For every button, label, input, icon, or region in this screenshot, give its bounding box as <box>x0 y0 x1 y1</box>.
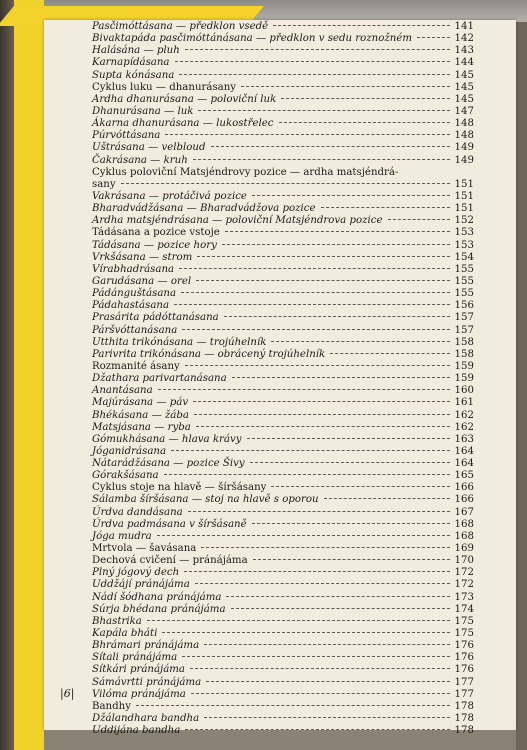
toc-entry <box>92 373 474 385</box>
toc-entry-page-number: 176 <box>454 664 474 676</box>
toc-entry <box>92 45 474 57</box>
toc-entry <box>92 142 474 154</box>
dot-leader <box>224 316 450 317</box>
dot-leader <box>252 523 450 524</box>
toc-entry-page-number: 166 <box>454 494 474 506</box>
toc-entry <box>92 664 474 676</box>
toc-entry <box>92 130 474 142</box>
dot-leader <box>231 608 450 609</box>
toc-entry-title: Vrkšásana — strom <box>92 251 193 263</box>
toc-entry-page-number: 177 <box>454 688 474 700</box>
toc-entry-title: Vírabhadrásana <box>92 263 175 275</box>
dot-leader <box>197 256 450 257</box>
toc-entry-page-number: 151 <box>454 178 474 190</box>
toc-entry <box>92 519 474 531</box>
toc-entry <box>92 179 474 191</box>
toc-entry <box>92 725 474 737</box>
dot-leader <box>204 717 450 718</box>
dot-leader <box>417 37 450 38</box>
toc-entry-page-number: 147 <box>454 105 474 117</box>
toc-entry-page-number: 172 <box>454 579 474 591</box>
toc-entry-page-number: 149 <box>454 142 474 154</box>
toc-entry-title: Bhastrika <box>92 615 142 627</box>
toc-entry-title: Jóga mudra <box>92 530 152 542</box>
toc-entry-page-number: 144 <box>454 57 474 69</box>
dot-leader <box>164 474 450 475</box>
toc-entry-title: Džathara parivartanásana <box>92 373 227 385</box>
toc-entry-page-number: 158 <box>454 348 474 360</box>
dot-leader <box>196 280 450 281</box>
toc-entry-page-number: 151 <box>454 190 474 202</box>
toc-entry-title: Džálandhara bandha <box>92 713 200 725</box>
toc-entry <box>92 82 474 94</box>
dot-leader <box>201 547 450 548</box>
dot-leader <box>193 159 450 160</box>
toc-entry-title: Vilóma pránájáma <box>92 688 186 700</box>
toc-entry-page-number: 149 <box>454 154 474 166</box>
toc-entry <box>92 482 474 494</box>
toc-entry <box>92 167 474 179</box>
toc-entry <box>92 579 474 591</box>
dot-leader <box>184 571 450 572</box>
toc-entry-page-number: 169 <box>454 543 474 555</box>
toc-entry-page-number: 165 <box>454 470 474 482</box>
toc-entry <box>92 555 474 567</box>
toc-entry-title: Matsjásana — ryba <box>92 421 191 433</box>
toc-entry <box>92 300 474 312</box>
toc-entry-title: Uštrásana — velbloud <box>92 142 206 154</box>
toc-entry <box>92 240 474 252</box>
dot-leader <box>241 86 450 87</box>
toc-entry-title: Bivaktapáda pasčimóttánásana — předklon v sedu roznožném <box>92 33 412 45</box>
toc-entry-page-number: 148 <box>454 130 474 142</box>
toc-entry-title: Anantásana <box>92 385 153 397</box>
dot-leader <box>157 535 450 536</box>
dot-leader <box>185 729 450 730</box>
toc-entry <box>92 215 474 227</box>
toc-entry-page-number: 176 <box>454 640 474 652</box>
toc-entry-title: Garudásana — orel <box>92 275 192 287</box>
dot-leader <box>232 377 450 378</box>
toc-entry <box>92 252 474 264</box>
toc-entry-page-number: 159 <box>454 360 474 372</box>
toc-entry-title: Úrdva dandásana <box>92 506 183 518</box>
dot-leader <box>271 341 450 342</box>
toc-entry <box>92 325 474 337</box>
toc-entry <box>92 713 474 725</box>
toc-entry-title: Pasčimóttásana — předklon vsedě <box>92 21 269 32</box>
toc-entry <box>92 531 474 543</box>
dot-leader <box>330 353 450 354</box>
dot-leader <box>281 98 450 99</box>
toc-entry <box>92 470 474 482</box>
dot-leader <box>185 365 450 366</box>
dot-leader <box>225 231 450 232</box>
toc-entry-page-number: 175 <box>454 628 474 640</box>
dot-leader <box>185 49 450 50</box>
toc-entry-title: Prasárita pádóttanásana <box>92 312 219 324</box>
toc-entry-title: Pádahastásana <box>92 300 170 312</box>
dot-leader <box>179 74 450 75</box>
toc-entry-title: Uddžájí pránájáma <box>92 579 190 591</box>
toc-entry <box>92 604 474 616</box>
toc-entry <box>92 434 474 446</box>
toc-entry-page-number: 157 <box>454 312 474 324</box>
toc-entry-page-number: 166 <box>454 482 474 494</box>
toc-entry <box>92 276 474 288</box>
toc-entry-title: Utthita trikónásana — trojúhelník <box>92 336 267 348</box>
dot-leader <box>121 183 450 184</box>
toc-entry <box>92 652 474 664</box>
toc-entry <box>92 543 474 555</box>
dot-leader <box>204 644 450 645</box>
toc-entry-title: Úrdva padmásana v šíršásaně <box>92 518 247 530</box>
dot-leader <box>193 401 450 402</box>
toc-entry <box>92 191 474 203</box>
toc-entry <box>92 94 474 106</box>
dot-leader <box>147 620 450 621</box>
toc-entry-title: Cyklus stoje na hlavě — šíršásany <box>92 482 267 494</box>
toc-entry-title: Bharadvádžásana — Bharadvádžova pozice <box>92 203 316 215</box>
toc-entry-page-number: 155 <box>454 288 474 300</box>
toc-entry-page-number: 175 <box>454 615 474 627</box>
toc-entry <box>92 689 474 701</box>
toc-entry-page-number: 156 <box>454 300 474 312</box>
dot-leader <box>324 498 450 499</box>
dot-leader <box>162 632 450 633</box>
toc-entry-title: Sámávrtti pránájáma <box>92 676 202 688</box>
toc-entry <box>92 592 474 604</box>
dot-leader <box>158 389 450 390</box>
toc-entry <box>92 288 474 300</box>
toc-entry-title: Cyklus poloviční Matsjéndrovy pozice — ardha matsjéndrá- <box>92 166 399 178</box>
toc-entry <box>92 446 474 458</box>
dot-leader <box>321 207 451 208</box>
toc-entry-page-number: 167 <box>454 506 474 518</box>
toc-entry-page-number: 155 <box>454 263 474 275</box>
toc-entry-page-number: 154 <box>454 251 474 263</box>
toc-entry-page-number: 178 <box>454 700 474 712</box>
toc-entry-page-number: 168 <box>454 518 474 530</box>
toc-entry-title: Čakrásana — kruh <box>92 154 188 166</box>
toc-entry-title: sany <box>92 178 116 190</box>
toc-entry-page-number: 141 <box>454 21 474 32</box>
toc-entry-title: Sítkári pránájáma <box>92 664 186 676</box>
toc-entry <box>92 567 474 579</box>
toc-entry <box>92 70 474 82</box>
toc-entry-page-number: 178 <box>454 725 474 737</box>
dot-leader <box>250 462 450 463</box>
toc-entry-page-number: 163 <box>454 433 474 445</box>
toc-entry-title: Bhékásana — žába <box>92 409 189 421</box>
toc-entry-page-number: 145 <box>454 69 474 81</box>
toc-entry <box>92 21 474 33</box>
dot-leader <box>211 146 451 147</box>
toc-entry-title: Ardha dhanurásana — poloviční luk <box>92 93 277 105</box>
toc-entry-page-number: 148 <box>454 118 474 130</box>
toc-entry <box>92 118 474 130</box>
dot-leader <box>222 244 450 245</box>
toc-entry <box>92 349 474 361</box>
dot-leader <box>253 559 450 560</box>
toc-entry-title: Górakšásana <box>92 470 159 482</box>
toc-entry-page-number: 164 <box>454 445 474 457</box>
toc-entry-title: Tádásana — pozice hory <box>92 239 217 251</box>
toc-entry-page-number: 158 <box>454 336 474 348</box>
toc-entry-title: Nádí šódhana pránájáma <box>92 591 222 603</box>
toc-entry-page-number: 155 <box>454 275 474 287</box>
toc-entry-page-number: 159 <box>454 373 474 385</box>
dot-leader <box>198 110 450 111</box>
toc-entry-page-number: 168 <box>454 530 474 542</box>
dot-leader <box>181 292 450 293</box>
toc-entry-page-number: 164 <box>454 458 474 470</box>
dot-leader <box>175 61 450 62</box>
toc-entry-page-number: 174 <box>454 603 474 615</box>
toc-entry-title: Ákarna dhanurásana — lukostřelec <box>92 118 274 130</box>
toc-entry-title: Uddijána bandha <box>92 725 181 737</box>
toc-entry-title: Bandhy <box>92 700 131 712</box>
toc-entry-page-number: 142 <box>454 33 474 45</box>
toc-entry <box>92 458 474 470</box>
toc-entry-title: Ardha matsjéndrásana — poloviční Matsjéndrova pozice <box>92 215 383 227</box>
dot-leader <box>196 426 450 427</box>
toc-entry-page-number: 172 <box>454 567 474 579</box>
toc-entry-page-number: 177 <box>454 676 474 688</box>
dot-leader <box>279 122 450 123</box>
dot-leader <box>191 693 450 694</box>
toc-entry-page-number: 162 <box>454 409 474 421</box>
dot-leader <box>174 304 450 305</box>
dot-leader <box>273 25 450 26</box>
toc-entry-title: Halásána — pluh <box>92 45 180 57</box>
toc-entry <box>92 494 474 506</box>
toc-entry-title: Mrtvola — šavásana <box>92 543 197 555</box>
toc-entry-page-number: 157 <box>454 324 474 336</box>
toc-entry-title: Pádánguštásana <box>92 288 177 300</box>
dot-leader <box>194 414 450 415</box>
toc-entry-page-number: 143 <box>454 45 474 57</box>
toc-entry-page-number: 160 <box>454 385 474 397</box>
toc-entry <box>92 155 474 167</box>
toc-entry <box>92 385 474 397</box>
toc-entry-title: Rozmanité ásany <box>92 360 180 372</box>
toc-entry-title: Páršvóttanásana <box>92 324 178 336</box>
toc-entry <box>92 640 474 652</box>
toc-entry-page-number: 152 <box>454 215 474 227</box>
toc-entry-title: Dechová cvičení — pránájáma <box>92 555 248 567</box>
toc-entry-page-number: 161 <box>454 397 474 409</box>
toc-entry-title: Supta kónásana <box>92 69 175 81</box>
toc-entry <box>92 628 474 640</box>
toc-entry-page-number: 145 <box>454 93 474 105</box>
table-of-contents <box>92 21 474 737</box>
dot-leader <box>247 438 451 439</box>
toc-entry-page-number: 151 <box>454 203 474 215</box>
toc-entry-page-number: 176 <box>454 652 474 664</box>
toc-entry-title: Púrvóttásana <box>92 130 161 142</box>
toc-entry <box>92 701 474 713</box>
book-spine <box>0 0 14 750</box>
dot-leader <box>206 681 450 682</box>
toc-entry-title: Sálamba šíršásana — stoj na hlavě s oporou <box>92 494 319 506</box>
toc-entry-title: Cyklus luku — dhanurásany <box>92 81 237 93</box>
toc-entry-title: Vakrásana — protáčivá pozice <box>92 190 247 202</box>
dot-leader <box>226 596 450 597</box>
toc-entry <box>92 227 474 239</box>
dot-leader <box>388 219 451 220</box>
toc-entry-title: Sítali pránájáma <box>92 652 178 664</box>
toc-entry-title: Karnapídásana <box>92 57 170 69</box>
toc-entry-title: Jóganidrásana <box>92 445 167 457</box>
toc-entry-page-number: 162 <box>454 421 474 433</box>
toc-entry-title: Nátarádžásana — pozice Šivy <box>92 458 245 470</box>
toc-entry <box>92 507 474 519</box>
dot-leader <box>252 195 450 196</box>
toc-entry-title: Parivrita trikónásana — obrácený trojúhelník <box>92 348 326 360</box>
toc-entry-page-number: 170 <box>454 555 474 567</box>
toc-entry-title: Dhanurásana — luk <box>92 105 194 117</box>
toc-entry <box>92 616 474 628</box>
dot-leader <box>171 450 450 451</box>
toc-entry <box>92 106 474 118</box>
toc-entry <box>92 361 474 373</box>
toc-entry-title: Majúrásana — páv <box>92 397 189 409</box>
toc-entry <box>92 337 474 349</box>
toc-entry-page-number: 173 <box>454 591 474 603</box>
dot-leader <box>271 486 450 487</box>
toc-entry-title: Bhrámari pránájáma <box>92 640 200 652</box>
toc-entry-title: Súrja bhédana pránájáma <box>92 603 226 615</box>
toc-entry <box>92 264 474 276</box>
toc-entry <box>92 422 474 434</box>
toc-entry-title: Tádásana a pozice vstoje <box>92 227 220 239</box>
dot-leader <box>179 268 450 269</box>
toc-entry-title: Kapála bháti <box>92 628 158 640</box>
toc-entry <box>92 57 474 69</box>
toc-entry-title: Plný jógový dech <box>92 567 180 579</box>
dot-leader <box>190 668 450 669</box>
toc-entry <box>92 312 474 324</box>
toc-entry <box>92 410 474 422</box>
dot-leader <box>165 134 450 135</box>
dot-leader <box>136 705 450 706</box>
toc-entry-title: Gómukhásana — hlava krávy <box>92 433 242 445</box>
toc-entry <box>92 33 474 45</box>
yellow-bookmark-band <box>14 0 44 750</box>
dot-leader <box>182 329 450 330</box>
toc-entry-page-number: 153 <box>454 227 474 239</box>
toc-entry <box>92 397 474 409</box>
dot-leader <box>182 656 450 657</box>
toc-entry-page-number: 145 <box>454 81 474 93</box>
toc-entry-page-number: 153 <box>454 239 474 251</box>
toc-entry <box>92 677 474 689</box>
toc-entry <box>92 203 474 215</box>
dot-leader <box>188 511 450 512</box>
dot-leader <box>195 583 450 584</box>
page-folio: |6| <box>60 687 75 700</box>
toc-entry-page-number: 178 <box>454 713 474 725</box>
